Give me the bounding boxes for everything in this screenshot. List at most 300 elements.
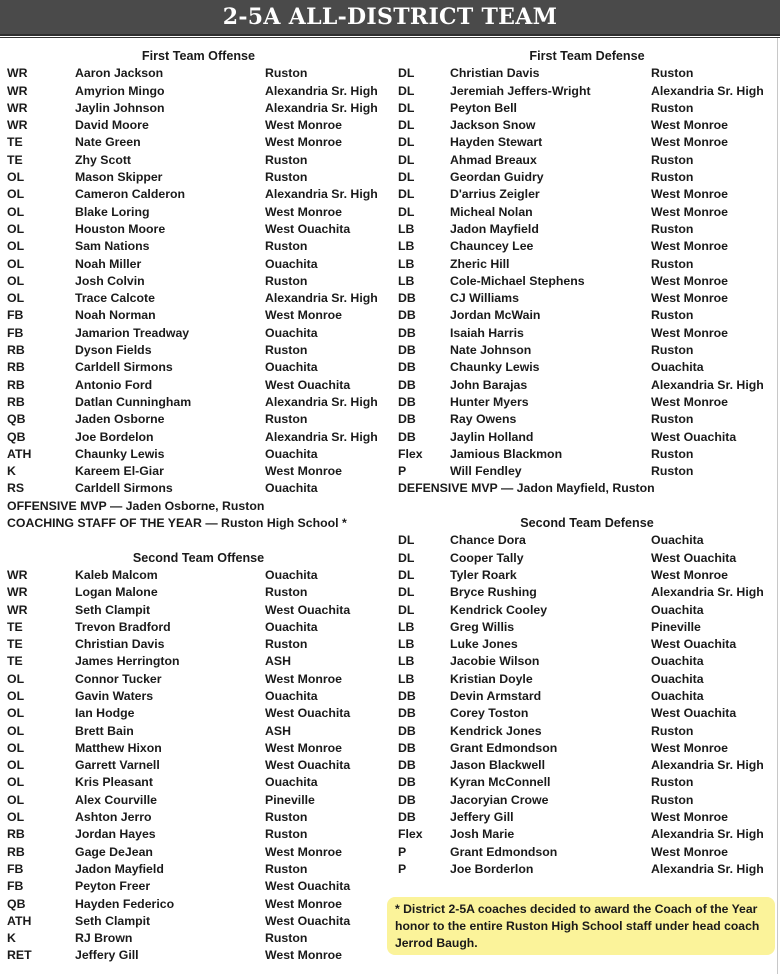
school-cell: Ruston <box>651 256 694 271</box>
position-cell: DB <box>398 291 416 306</box>
school-cell: West Monroe <box>651 325 728 340</box>
roster-row <box>7 947 390 964</box>
first-team-defense-heading: First Team Defense <box>529 49 645 63</box>
roster-row <box>398 169 776 186</box>
roster-row <box>7 671 390 688</box>
school-cell: West Monroe <box>651 291 728 306</box>
right-edge-rule <box>777 38 778 974</box>
roster-row <box>398 83 776 100</box>
coach-of-year-footnote: * District 2-5A coaches decided to award the Coach of the Year honor to the entire Ruston High School staff under head coach Jerrod Baugh. <box>387 897 775 955</box>
player-name-cell: Aaron Jackson <box>75 66 164 81</box>
position-cell: OL <box>7 792 25 807</box>
roster-row <box>7 705 390 722</box>
school-cell: West Monroe <box>651 187 728 202</box>
player-name-cell: Bryce Rushing <box>450 585 537 600</box>
player-name-cell: RJ Brown <box>75 931 133 946</box>
school-cell: Alexandria Sr. High <box>651 758 764 773</box>
player-name-cell: Kendrick Jones <box>450 723 542 738</box>
school-cell: West Ouachita <box>265 706 351 721</box>
player-name-cell: Jordan McWain <box>450 308 541 323</box>
school-cell: Ruston <box>265 343 308 358</box>
school-cell: Alexandria Sr. High <box>651 827 764 842</box>
position-cell: DB <box>398 308 416 323</box>
player-name-cell: Jamious Blackmon <box>450 446 563 461</box>
player-name-cell: James Herrington <box>75 654 180 669</box>
player-name-cell: Kris Pleasant <box>75 775 153 790</box>
school-cell: West Monroe <box>651 740 728 755</box>
position-cell: DB <box>398 429 416 444</box>
school-cell: Ouachita <box>651 654 704 669</box>
roster-row <box>7 688 390 705</box>
school-cell: Ruston <box>265 152 308 167</box>
roster-row <box>7 723 390 740</box>
position-cell: DB <box>398 688 416 703</box>
roster-row <box>7 792 390 809</box>
school-cell: West Monroe <box>651 135 728 150</box>
roster-row <box>398 394 776 411</box>
player-name-cell: Carldell Sirmons <box>75 360 173 375</box>
position-cell: WR <box>7 66 28 81</box>
player-name-cell: Kristian Doyle <box>450 671 533 686</box>
player-name-cell: Trace Calcote <box>75 291 155 306</box>
position-cell: DB <box>398 412 416 427</box>
player-name-cell: Hunter Myers <box>450 394 529 409</box>
position-cell: LB <box>398 619 415 634</box>
roster-row <box>398 134 776 151</box>
position-cell: DL <box>398 550 415 565</box>
roster-row <box>7 221 390 238</box>
position-cell: OL <box>7 810 25 825</box>
player-name-cell: Mason Skipper <box>75 170 163 185</box>
player-name-cell: Nate Johnson <box>450 343 532 358</box>
roster-row <box>7 394 390 411</box>
roster-row <box>398 688 776 705</box>
school-cell: West Ouachita <box>265 758 351 773</box>
player-name-cell: Chaunky Lewis <box>450 360 540 375</box>
school-cell: West Monroe <box>265 204 342 219</box>
position-cell: DB <box>398 758 416 773</box>
school-cell: West Monroe <box>651 844 728 859</box>
roster-row <box>7 256 390 273</box>
player-name-cell: Tyler Roark <box>450 567 517 582</box>
school-cell: West Ouachita <box>265 221 351 236</box>
school-cell: West Monroe <box>265 464 342 479</box>
player-name-cell: Jacobie Wilson <box>450 654 540 669</box>
position-cell: LB <box>398 654 415 669</box>
roster-row <box>398 342 776 359</box>
offense-column <box>7 48 390 965</box>
roster-row <box>7 238 390 255</box>
school-cell: West Monroe <box>651 118 728 133</box>
defensive-mvp: DEFENSIVE MVP — Jadon Mayfield, Ruston <box>398 481 655 496</box>
roster-row <box>398 325 776 342</box>
player-name-cell: Nate Green <box>75 135 141 150</box>
position-cell: FB <box>7 879 24 894</box>
roster-row <box>398 636 776 653</box>
school-cell: Ouachita <box>651 671 704 686</box>
player-name-cell: Garrett Varnell <box>75 758 160 773</box>
school-cell: Ruston <box>265 931 308 946</box>
player-name-cell: Datlan Cunningham <box>75 394 192 409</box>
school-cell: West Ouachita <box>651 637 737 652</box>
offensive-mvp: OFFENSIVE MVP — Jaden Osborne, Ruston <box>7 498 265 513</box>
roster-row <box>398 221 776 238</box>
school-cell: West Monroe <box>265 118 342 133</box>
roster-row <box>398 809 776 826</box>
player-name-cell: Jeffery Gill <box>450 810 514 825</box>
school-cell: West Monroe <box>651 204 728 219</box>
position-cell: DB <box>398 325 416 340</box>
roster-row <box>398 550 776 567</box>
player-name-cell: Chance Dora <box>450 533 526 548</box>
position-cell: Flex <box>398 446 423 461</box>
player-name-cell: Zheric Hill <box>450 256 510 271</box>
school-cell: Ruston <box>265 66 308 81</box>
player-name-cell: Devin Armstard <box>450 688 542 703</box>
school-cell: Ruston <box>651 308 694 323</box>
roster-row <box>7 429 390 446</box>
roster-row <box>398 307 776 324</box>
position-cell: DL <box>398 66 415 81</box>
roster-row <box>398 774 776 791</box>
player-name-cell: Hayden Federico <box>75 896 175 911</box>
player-name-cell: Ahmad Breaux <box>450 152 537 167</box>
player-name-cell: Amyrion Mingo <box>75 83 165 98</box>
roster-row <box>7 896 390 913</box>
player-name-cell: Noah Norman <box>75 308 156 323</box>
school-cell: Ruston <box>651 723 694 738</box>
player-name-cell: CJ Williams <box>450 291 519 306</box>
position-cell: DL <box>398 135 415 150</box>
position-cell: DB <box>398 740 416 755</box>
player-name-cell: Jeremiah Jeffers-Wright <box>450 83 591 98</box>
player-name-cell: Brett Bain <box>75 723 134 738</box>
position-cell: DB <box>398 377 416 392</box>
school-cell: Alexandria Sr. High <box>265 100 378 115</box>
position-cell: WR <box>7 602 28 617</box>
roster-row <box>398 619 776 636</box>
school-cell: West Monroe <box>265 896 342 911</box>
school-cell: Ouachita <box>651 602 704 617</box>
section-spacer <box>398 498 776 515</box>
position-cell: WR <box>7 83 28 98</box>
school-cell: West Monroe <box>265 844 342 859</box>
school-cell: West Monroe <box>651 273 728 288</box>
player-name-cell: Jadon Mayfield <box>450 221 539 236</box>
player-name-cell: Zhy Scott <box>75 152 132 167</box>
school-cell: Ruston <box>651 775 694 790</box>
roster-row <box>7 861 390 878</box>
player-name-cell: Sam Nations <box>75 239 150 254</box>
player-name-cell: Kareem El-Giar <box>75 464 164 479</box>
player-name-cell: Chaunky Lewis <box>75 446 165 461</box>
school-cell: Ruston <box>265 861 308 876</box>
coaching-staff-of-year: COACHING STAFF OF THE YEAR — Ruston High School * <box>7 516 347 531</box>
position-cell: DL <box>398 100 415 115</box>
position-cell: OL <box>7 775 25 790</box>
roster-row <box>7 411 390 428</box>
position-cell: LB <box>398 273 415 288</box>
roster-row <box>7 204 390 221</box>
school-cell: West Ouachita <box>651 550 737 565</box>
school-cell: West Ouachita <box>651 706 737 721</box>
roster-row <box>398 204 776 221</box>
position-cell: TE <box>7 637 23 652</box>
player-name-cell: Seth Clampit <box>75 602 151 617</box>
roster-row <box>398 256 776 273</box>
player-name-cell: Will Fendley <box>450 464 522 479</box>
school-cell: Ouachita <box>265 256 318 271</box>
player-name-cell: Logan Malone <box>75 585 158 600</box>
roster-row <box>398 429 776 446</box>
position-cell: ATH <box>7 913 32 928</box>
roster-row <box>398 602 776 619</box>
title-rule <box>0 37 780 38</box>
player-name-cell: Jaden Osborne <box>75 412 165 427</box>
roster-row <box>398 861 776 878</box>
school-cell: Alexandria Sr. High <box>265 429 378 444</box>
position-cell: TE <box>7 152 23 167</box>
school-cell: Ouachita <box>265 325 318 340</box>
position-cell: FB <box>7 308 24 323</box>
position-cell: LB <box>398 239 415 254</box>
roster-row <box>7 359 390 376</box>
school-cell: Ouachita <box>265 360 318 375</box>
school-cell: Ouachita <box>265 446 318 461</box>
player-name-cell: Jason Blackwell <box>450 758 546 773</box>
school-cell: West Ouachita <box>651 429 737 444</box>
player-name-cell: Jamarion Treadway <box>75 325 190 340</box>
roster-row <box>7 740 390 757</box>
school-cell: Pineville <box>651 619 701 634</box>
position-cell: OL <box>7 671 25 686</box>
player-name-cell: Ashton Jerro <box>75 810 152 825</box>
player-name-cell: Joe Borderlon <box>450 861 534 876</box>
school-cell: Alexandria Sr. High <box>651 83 764 98</box>
roster-row <box>398 359 776 376</box>
roster-row <box>7 273 390 290</box>
roster-row <box>7 913 390 930</box>
school-cell: Alexandria Sr. High <box>651 377 764 392</box>
player-name-cell: Luke Jones <box>450 637 518 652</box>
roster-row <box>398 826 776 843</box>
player-name-cell: Isaiah Harris <box>450 325 524 340</box>
roster-row <box>7 930 390 947</box>
player-name-cell: Kyran McConnell <box>450 775 551 790</box>
position-cell: RET <box>7 948 32 963</box>
player-name-cell: Connor Tucker <box>75 671 162 686</box>
roster-row <box>7 117 390 134</box>
roster-row <box>398 653 776 670</box>
position-cell: RB <box>7 394 25 409</box>
title-banner <box>0 0 780 36</box>
position-cell: P <box>398 844 407 859</box>
roster-row <box>398 100 776 117</box>
position-cell: DB <box>398 343 416 358</box>
roster-row <box>398 792 776 809</box>
roster-row <box>398 446 776 463</box>
roster-row <box>398 705 776 722</box>
school-cell: Ruston <box>265 637 308 652</box>
roster-row <box>7 169 390 186</box>
player-name-cell: David Moore <box>75 118 149 133</box>
position-cell: DB <box>398 810 416 825</box>
position-cell: DL <box>398 602 415 617</box>
player-name-cell: Blake Loring <box>75 204 150 219</box>
school-cell: Alexandria Sr. High <box>265 83 378 98</box>
school-cell: Ouachita <box>265 619 318 634</box>
school-cell: Ruston <box>265 810 308 825</box>
position-cell: DL <box>398 533 415 548</box>
position-cell: DB <box>398 394 416 409</box>
position-cell: DL <box>398 118 415 133</box>
position-cell: OL <box>7 723 25 738</box>
position-cell: DB <box>398 792 416 807</box>
position-cell: OL <box>7 170 25 185</box>
roster-row <box>7 186 390 203</box>
position-cell: OL <box>7 239 25 254</box>
position-cell: OL <box>7 221 25 236</box>
roster-row <box>7 636 390 653</box>
roster-row <box>398 290 776 307</box>
second-team-offense-list <box>7 567 390 965</box>
player-name-cell: Gavin Waters <box>75 688 154 703</box>
school-cell: Ruston <box>651 464 694 479</box>
school-cell: Ouachita <box>651 688 704 703</box>
roster-row <box>7 377 390 394</box>
roster-row <box>398 152 776 169</box>
player-name-cell: Peyton Freer <box>75 879 151 894</box>
position-cell: FB <box>7 325 24 340</box>
position-cell: WR <box>7 585 28 600</box>
school-cell: Ruston <box>265 412 308 427</box>
position-cell: DB <box>398 706 416 721</box>
player-name-cell: Dyson Fields <box>75 343 152 358</box>
roster-row <box>398 117 776 134</box>
position-cell: QB <box>7 429 26 444</box>
position-cell: DL <box>398 567 415 582</box>
player-name-cell: Chauncey Lee <box>450 239 534 254</box>
school-cell: ASH <box>265 654 291 669</box>
player-name-cell: Houston Moore <box>75 221 166 236</box>
player-name-cell: Greg Willis <box>450 619 515 634</box>
player-name-cell: Gage DeJean <box>75 844 153 859</box>
position-cell: OL <box>7 758 25 773</box>
position-cell: K <box>7 931 16 946</box>
roster-row <box>7 757 390 774</box>
roster-row <box>398 411 776 428</box>
player-name-cell: Cooper Tally <box>450 550 524 565</box>
roster-row <box>398 238 776 255</box>
player-name-cell: Grant Edmondson <box>450 740 558 755</box>
school-cell: West Ouachita <box>265 879 351 894</box>
school-cell: Ruston <box>651 446 694 461</box>
school-cell: Ouachita <box>651 533 704 548</box>
roster-row <box>398 186 776 203</box>
school-cell: Ruston <box>265 239 308 254</box>
school-cell: Ouachita <box>651 360 704 375</box>
position-cell: DL <box>398 170 415 185</box>
player-name-cell: Ian Hodge <box>75 706 135 721</box>
second-team-defense-heading: Second Team Defense <box>520 516 654 531</box>
school-cell: Pineville <box>265 792 315 807</box>
player-name-cell: Kendrick Cooley <box>450 602 548 617</box>
position-cell: DL <box>398 83 415 98</box>
position-cell: LB <box>398 637 415 652</box>
player-name-cell: Jaylin Johnson <box>75 100 165 115</box>
school-cell: Ruston <box>651 343 694 358</box>
player-name-cell: Peyton Bell <box>450 100 517 115</box>
position-cell: P <box>398 861 407 876</box>
player-name-cell: Jaylin Holland <box>450 429 534 444</box>
school-cell: Ruston <box>651 792 694 807</box>
roster-row <box>7 480 390 497</box>
roster-row <box>398 377 776 394</box>
position-cell: TE <box>7 654 23 669</box>
roster-row <box>7 100 390 117</box>
school-cell: Ruston <box>651 66 694 81</box>
player-name-cell: Micheal Nolan <box>450 204 533 219</box>
position-cell: FB <box>7 861 24 876</box>
position-cell: OL <box>7 273 25 288</box>
page-title: 2-5A ALL-DISTRICT TEAM <box>222 4 558 30</box>
player-name-cell: Corey Toston <box>450 706 529 721</box>
roster-row <box>7 290 390 307</box>
position-cell: RB <box>7 377 25 392</box>
school-cell: West Monroe <box>265 308 342 323</box>
roster-row <box>7 826 390 843</box>
school-cell: West Monroe <box>651 567 728 582</box>
school-cell: Ruston <box>651 412 694 427</box>
position-cell: P <box>398 464 407 479</box>
second-team-offense-heading: Second Team Offense <box>132 550 265 565</box>
position-cell: OL <box>7 740 25 755</box>
school-cell: Ruston <box>651 100 694 115</box>
roster-row <box>7 619 390 636</box>
position-cell: LB <box>398 671 415 686</box>
position-cell: DB <box>398 723 416 738</box>
position-cell: RB <box>7 343 25 358</box>
position-cell: OL <box>7 688 25 703</box>
position-cell: ATH <box>7 446 32 461</box>
roster-row <box>398 532 776 549</box>
roster-row <box>398 567 776 584</box>
school-cell: West Monroe <box>265 740 342 755</box>
roster-row <box>398 463 776 480</box>
roster-row <box>7 567 390 584</box>
roster-row <box>7 653 390 670</box>
school-cell: Ruston <box>651 221 694 236</box>
position-cell: WR <box>7 567 28 582</box>
roster-row <box>7 307 390 324</box>
position-cell: WR <box>7 118 28 133</box>
roster-row <box>7 152 390 169</box>
school-cell: West Monroe <box>265 135 342 150</box>
position-cell: OL <box>7 187 25 202</box>
player-name-cell: Seth Clampit <box>75 913 151 928</box>
position-cell: DL <box>398 152 415 167</box>
roster-row <box>7 83 390 100</box>
position-cell: K <box>7 464 16 479</box>
position-cell: RB <box>7 360 25 375</box>
roster-row <box>7 65 390 82</box>
first-team-defense-list <box>398 65 776 480</box>
player-name-cell: Trevon Bradford <box>75 619 171 634</box>
position-cell: DB <box>398 360 416 375</box>
player-name-cell: Christian Davis <box>75 637 165 652</box>
first-team-offense-heading: First Team Offense <box>141 49 256 63</box>
roster-row <box>7 463 390 480</box>
